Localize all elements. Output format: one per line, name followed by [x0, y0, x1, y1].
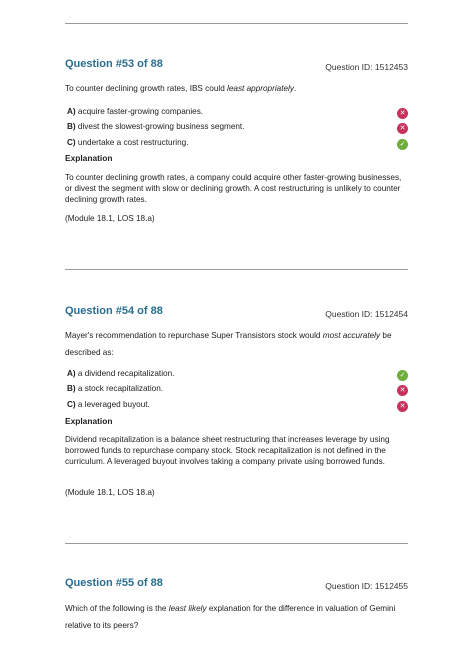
separator-rule	[65, 23, 408, 24]
stem-text: To counter declining growth rates, IBS could	[65, 84, 228, 93]
check-circle-icon: ✓	[397, 370, 408, 381]
stem-text-end: .	[293, 84, 297, 93]
x-circle-icon: ✕	[397, 123, 408, 134]
answer-letter: C)	[67, 400, 76, 409]
answer-option-a[interactable]	[67, 369, 410, 383]
answer-option-c[interactable]	[67, 138, 410, 152]
answer-text: undertake a cost restructuring.	[77, 138, 189, 147]
answer-letter: B)	[67, 384, 76, 393]
stem-text: Which of the following is the	[65, 604, 169, 613]
answer-text: acquire faster-growing companies.	[77, 107, 204, 116]
x-circle-icon: ✕	[397, 108, 408, 119]
answer-letter: A)	[67, 369, 76, 378]
los-reference: (Module 18.1, LOS 18.a)	[65, 488, 155, 497]
x-circle-icon: ✕	[397, 385, 408, 396]
stem-text-end: be described as:	[65, 331, 392, 357]
explanation-heading: Explanation	[65, 153, 113, 163]
question-title: Question #53 of 88	[65, 58, 163, 70]
question-stem	[65, 80, 410, 97]
check-circle-icon: ✓	[397, 139, 408, 150]
answer-text: a dividend recapitalization.	[77, 369, 175, 378]
answer-option-c[interactable]	[67, 400, 410, 414]
answer-option-a[interactable]	[67, 107, 410, 121]
answer-option-b[interactable]	[67, 384, 410, 398]
los-reference: (Module 18.1, LOS 18.a)	[65, 214, 155, 223]
answer-text: divest the slowest-growing business segment.	[77, 122, 245, 131]
separator-rule	[65, 543, 408, 544]
stem-text: Mayer's recommendation to repurchase Super Transistors stock would	[65, 331, 323, 340]
question-id: Question ID: 1512453	[325, 62, 408, 72]
explanation-heading: Explanation	[65, 416, 113, 426]
question-stem	[65, 327, 410, 361]
explanation-text: To counter declining growth rates, a company could acquire other faster-growing businesses, or divest the segment with slow or declining growth. A cost restructuring is unlikely to counter declining growth rates.	[65, 173, 402, 205]
question-title: Question #54 of 88	[65, 305, 163, 317]
answer-option-b[interactable]	[67, 122, 410, 136]
answer-letter: A)	[67, 107, 76, 116]
question-title: Question #55 of 88	[65, 577, 163, 589]
answer-text: a leveraged buyout.	[77, 400, 150, 409]
question-stem	[65, 600, 410, 634]
x-circle-icon: ✕	[397, 401, 408, 412]
stem-emphasis: least appropriately	[227, 84, 294, 93]
question-id: Question ID: 1512454	[325, 309, 408, 319]
separator-rule	[65, 269, 408, 270]
answer-text: a stock recapitalization.	[77, 384, 164, 393]
question-id: Question ID: 1512455	[325, 581, 408, 591]
explanation-text: Dividend recapitalization is a balance sheet restructuring that increases leverage by using borrowed funds to repurchase company stock. Stock recapitalization is not defined in the curriculum. A leveraged buyout involves taking a company private using borrowed funds.	[65, 435, 390, 467]
stem-emphasis: most accurately	[322, 331, 381, 340]
answer-letter: C)	[67, 138, 76, 147]
answer-letter: B)	[67, 122, 76, 131]
stem-emphasis: least likely	[168, 604, 207, 613]
stem-text-end: explanation for the difference in valuation of Gemini relative to its peers?	[65, 604, 396, 630]
